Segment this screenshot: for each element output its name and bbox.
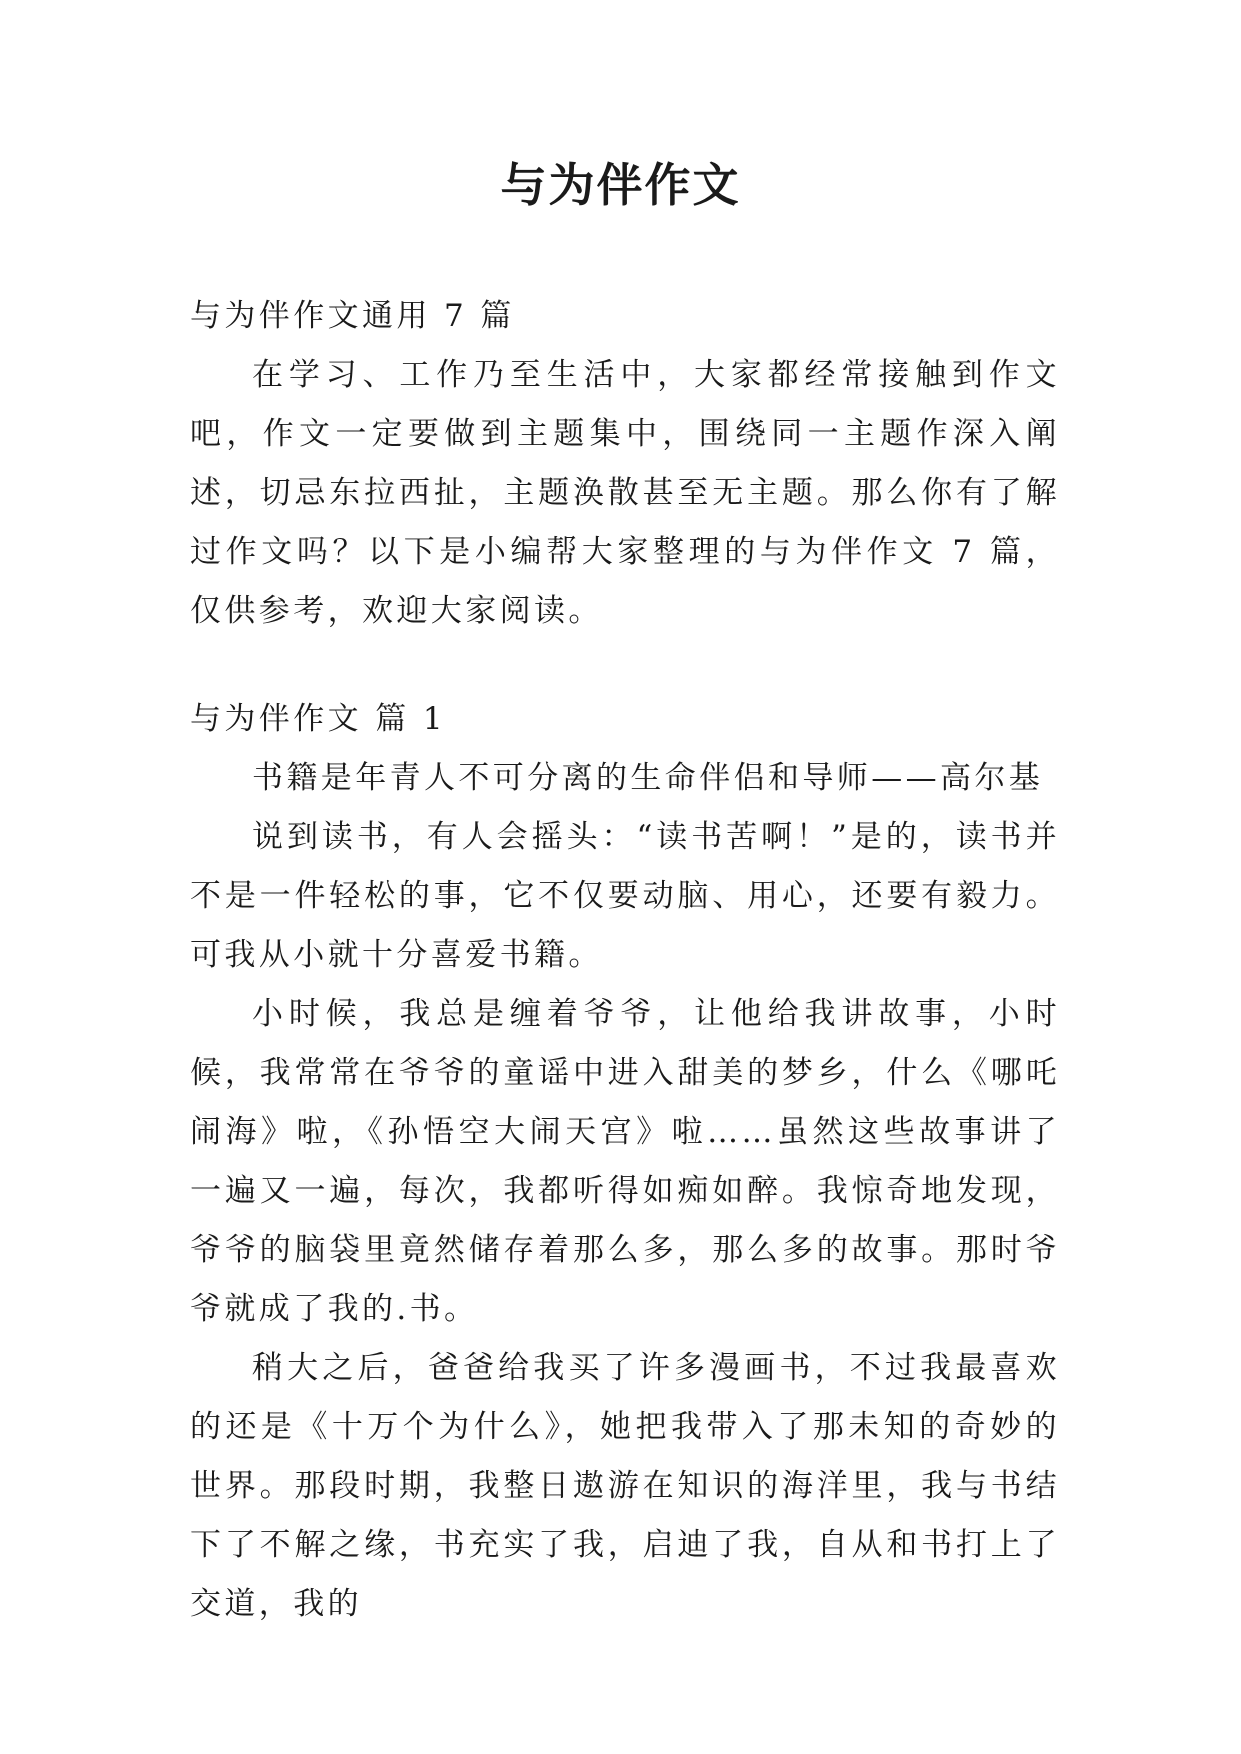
intro-block — [190, 346, 1060, 641]
section-paragraph: 书籍是年青人不可分离的生命伴侣和导师——高尔基 — [252, 760, 1044, 796]
section-paragraph: 稍大之后，爸爸给我买了许多漫画书，不过我最喜欢的还是《十万个为什么》，她把我带入了那未知的奇妙的世界。那段时期，我整日遨游在知识的海洋里，我与书结下了不解之缘，书充实了我，启迪了我，自从和书打上了交道，我的 — [190, 1350, 1060, 1622]
document-title: 与为伴作文 — [500, 158, 741, 212]
document-subtitle: 与为伴作文通用 7 篇 — [190, 298, 515, 334]
intro-paragraph: 在学习、工作乃至生活中，大家都经常接触到作文吧，作文一定要做到主题集中，围绕同一主题作深入阐述，切忌东拉西扯，主题涣散甚至无主题。那么你有了解过作文吗？以下是小编帮大家整理的与为伴作文 7 篇，仅供参考，欢迎大家阅读。 — [190, 357, 1060, 629]
section-heading: 与为伴作文 篇 1 — [190, 701, 447, 737]
section-paragraph: 小时候，我总是缠着爷爷，让他给我讲故事，小时候，我常常在爷爷的童谣中进入甜美的梦乡，什么《哪吒闹海》啦，《孙悟空大闹天宫》啦……虽然这些故事讲了一遍又一遍，每次，我都听得如痴如醉。我惊奇地发现，爷爷的脑袋里竟然储存着那么多，那么多的故事。那时爷爷就成了我的.书。 — [190, 996, 1060, 1327]
section-1 — [190, 690, 1060, 1634]
section-paragraph: 说到读书，有人会摇头：“读书苦啊！”是的，读书并不是一件轻松的事，它不仅要动脑、用心，还要有毅力。可我从小就十分喜爱书籍。 — [190, 819, 1060, 973]
